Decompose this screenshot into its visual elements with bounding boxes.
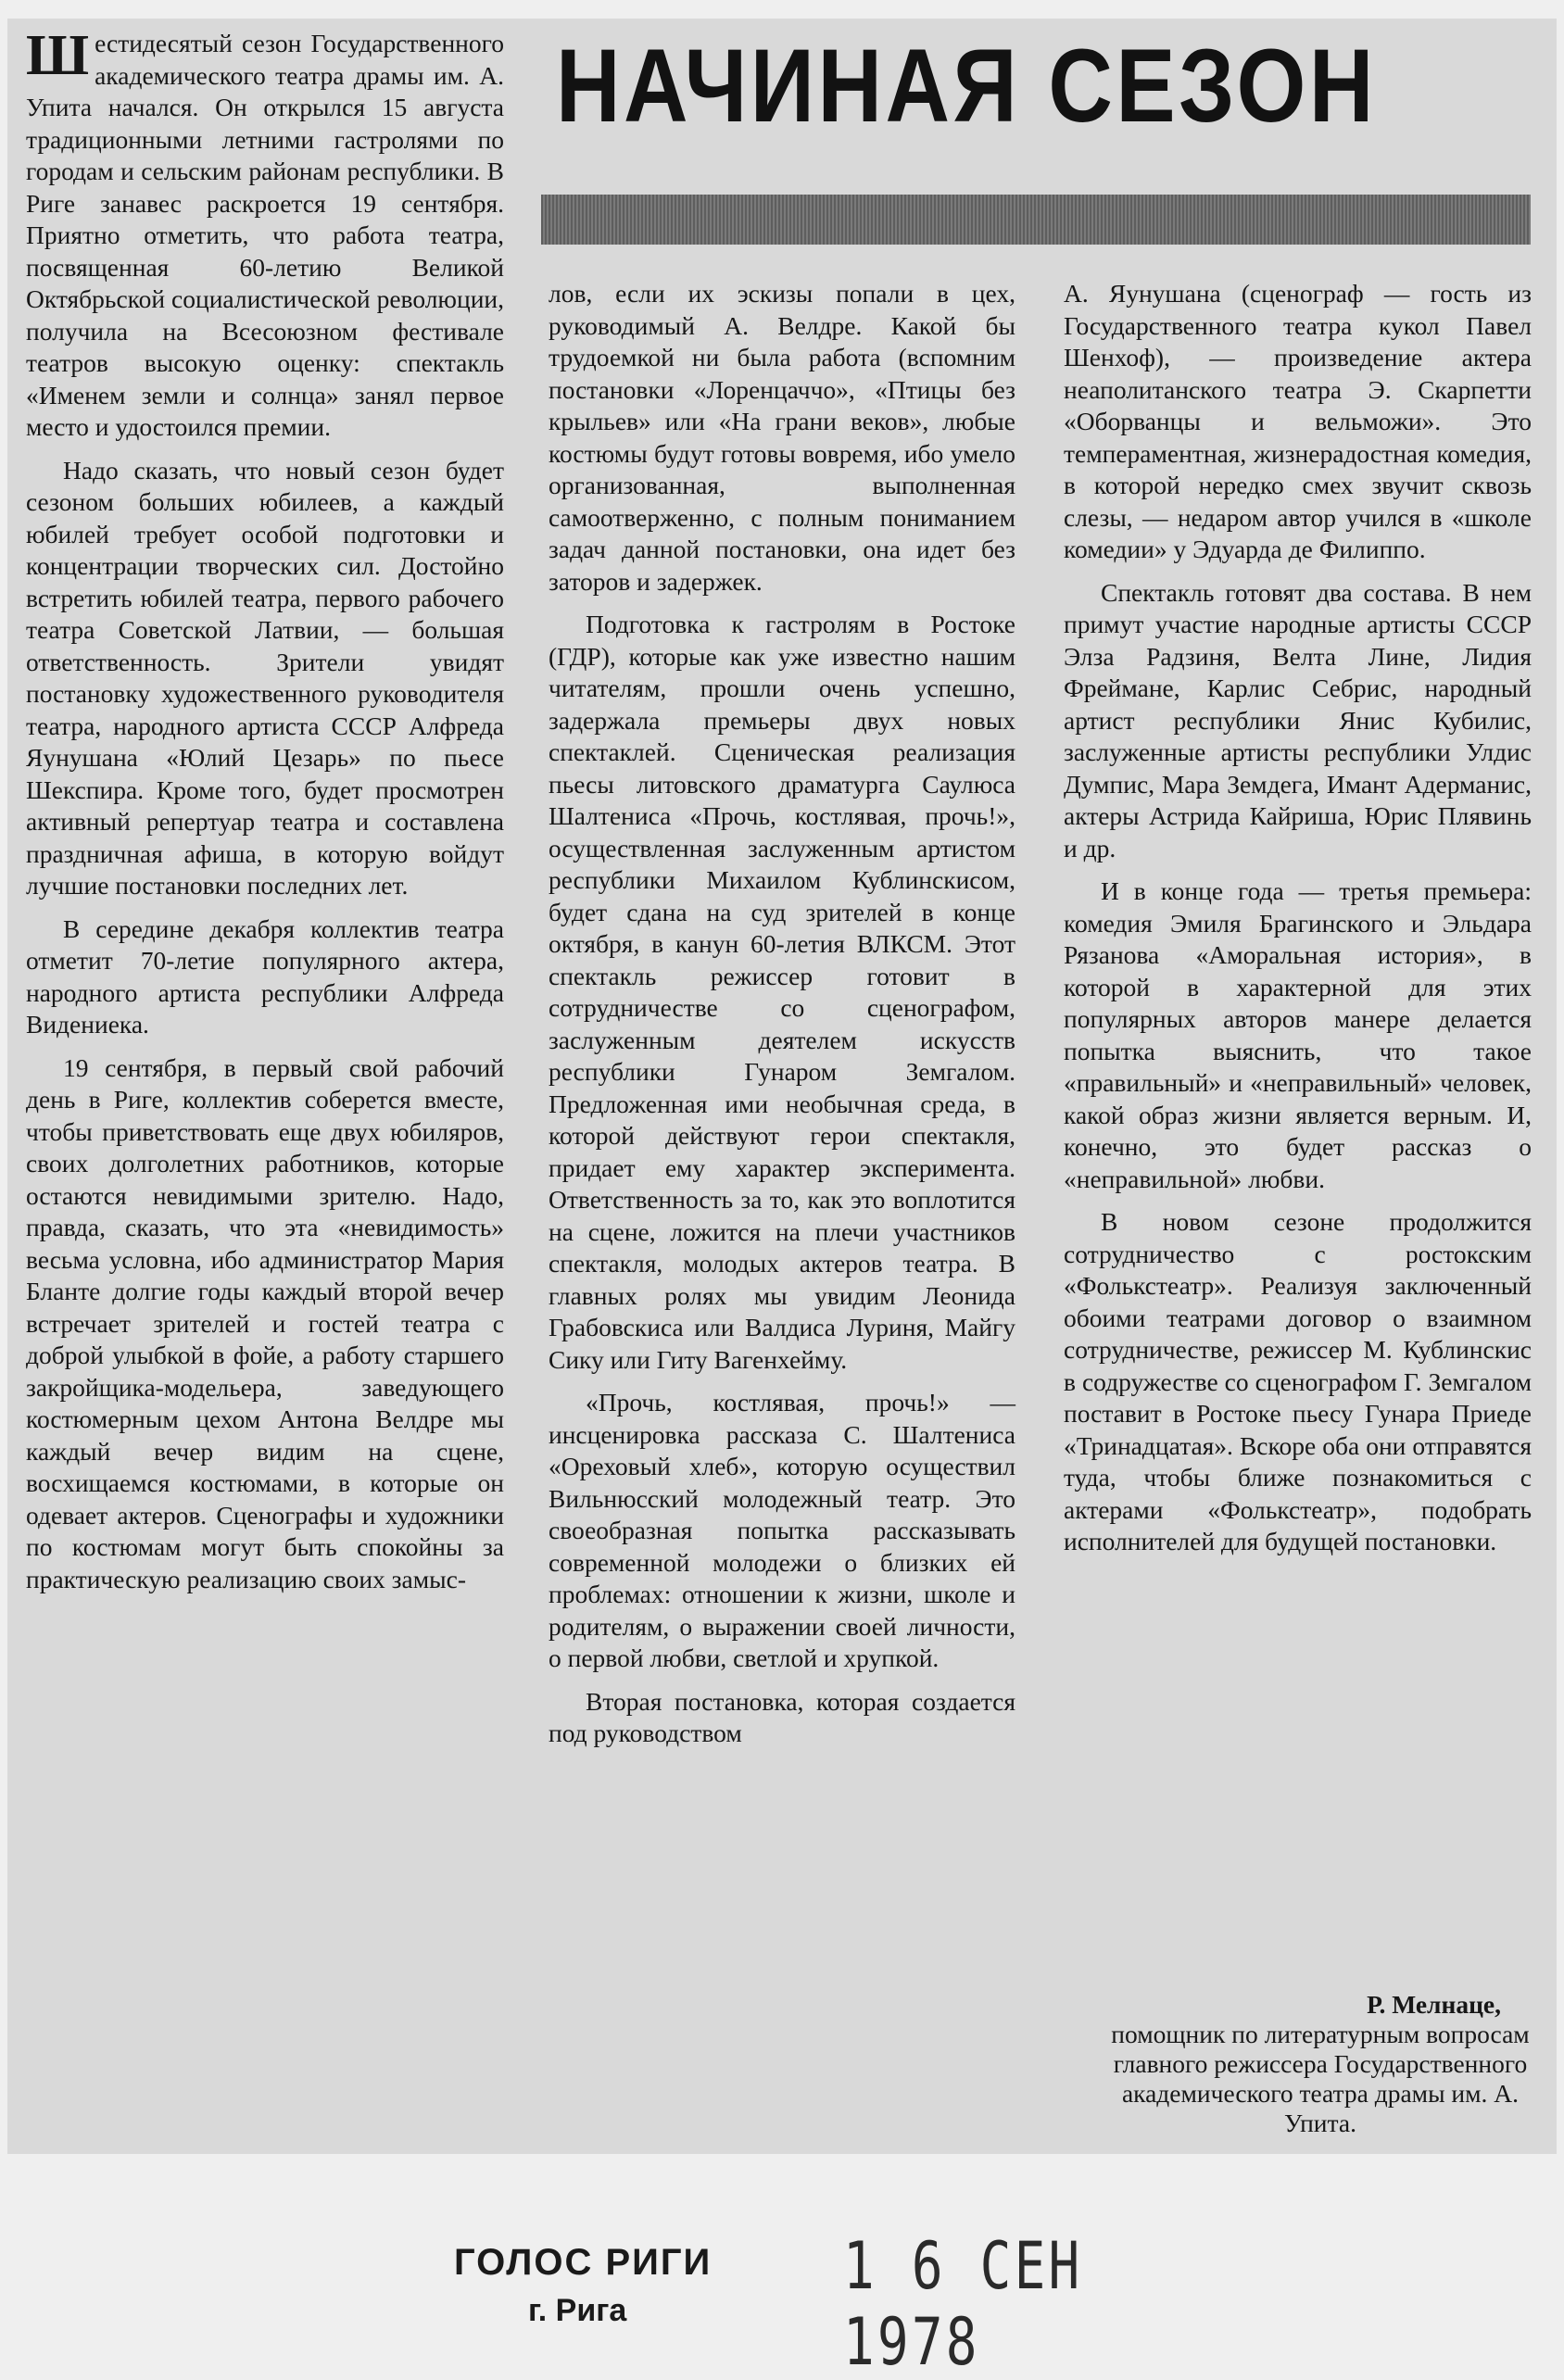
clipping-label [435,2177,1177,2380]
paragraph: лов, если их эскизы попали в цех, руководимый А. Велдре. Какой бы трудоемкой ни была работа (вспомним постановки «Лоренцаччо», «Птицы без крыльев» или «На грани веков», любые костюмы будут готовы вовремя, ибо умело организованная, выполненная самоотверженно, с полным пониманием задач данной постановки, она идет без заторов и задержек. [549,279,1015,596]
headline-rule [541,195,1531,245]
author-signature [1103,1990,1538,2138]
article-column-3 [1064,278,1532,1558]
paragraph: Надо сказать, что новый сезон будет сезоном больших юбилеев, а каждый юбилей требует особой подготовки и концентрации творческих сил. Достойно встретить юбилей театра, первого рабочего театра Советской Латвии, — большая ответственность. Зрители увидят постановку художественного руководителя театра, народного артиста СССР Алфреда Яунушана «Юлий Цезарь» по пьесе Шекспира. Кроме того, будет просмотрен активный репертуар театра и составлена праздничная афиша, в которую войдут лучшие постановки последних лет. [26,455,504,900]
drop-cap: Ш [26,24,90,87]
paragraph: И в конце года — третья премьера: комедия Эмиля Брагинского и Эльдара Рязанова «Аморальная история», в которой в характерной для этих популярных авторов манере делается попытка выяснить, что такое «правильный» и «неправильный» человек, какой образ жизни является верным. И, конечно, это будет рассказ о «неправильной» любви. [1064,876,1532,1193]
author-name: Р. Мелнаце, [1367,1990,1501,2019]
paragraph: 19 сентября, в первый свой рабочий день в Риге, коллектив соберется вместе, чтобы приветствовать еще двух юбиляров, своих долголетних работников, которые остаются невидимыми зрителю. Надо, правда, сказать, что эта «невидимость» весьма условна, ибо администратор Мария Бланте долгие годы каждый второй вечер встречает зрителей и гостей театра с доброй улыбкой в фойе, а работу старшего закройщика-модельера, заведующего костюмерным цехом Антона Велдре мы каждый вечер видим на сцене, восхищаемся костюмами, в которые он одевает актеров. Сценографы и художники по костюмам могут быть спокойны за практическую реализацию своих замыс- [26,1052,504,1593]
paragraph: Спектакль готовят два состава. В нем примут участие народные артисты СССР Элза Радзиня, Велта Лине, Лидия Фреймане, Карлис Себрис, народный артист республики Янис Кубилис, заслуженные артисты республики Улдис Думпис, Мара Земдега, Имант Адерманис, актеры Астрида Кайриша, Юрис Плявинь и др. [1064,577,1532,863]
paragraph: А. Яунушана (сценограф — гость из Государственного театра кукол Павел Шенхоф), — произведение актера неаполитанского театра Э. Скарпетти «Оборванцы и вельможи». Это темпераментная, жизнерадостная комедия, в которой нередко смех звучит сквозь слезы, — недаром автор учился в «школе комедии» у Эдуарда де Филиппо. [1064,279,1532,563]
article-column-2 [549,278,1015,1750]
paragraph [26,24,504,444]
article-headline: НАЧИНАЯ СЕЗОН [556,28,1377,144]
paragraph: «Прочь, костлявая, прочь!» — инсценировка рассказа С. Шалтениса «Ореховый хлеб», которую осуществил Вильнюсский молодежный театр. Это своеобразная попытка рассказывать современной молодежи о близких ей проблемах: отношении к жизни, школе и родителям, о выражении своей личности, о первой любви, светлой и хрупкой. [549,1388,1015,1672]
author-role: помощник по литературным вопросам главного режиссера Государственного академического театра драмы им. А. Упита. [1111,2020,1530,2137]
paragraph: В середине декабря коллектив театра отметит 70-летие популярного актера, народного артиста республики Алфреда Видениека. [26,913,504,1039]
paragraph-text: естидесятый сезон Государственного академического театра драмы им. А. Упита начался. Он открылся 15 августа традиционными летними гастролями по городам и сельским районам республики. В Риге занавес раскроется 19 сентября. Приятно отметить, что работа театра, посвященная 60-летию Великой Октябрьской социалистической революции, получила на Всесоюзном фестивале театров высокую оценку: спектакль «Именем земли и солнца» занял первое место и удостоился премии. [26,29,504,441]
newspaper-name: ГОЛОС РИГИ [454,2242,713,2283]
paragraph: Подготовка к гастролям в Ростоке (ГДР), которые как уже известно нашим читателям, прошли очень успешно, задержала премьеры двух новых спектаклей. Сценическая реализация пьесы литовского драматурга Саулюса Шалтениса «Прочь, костлявая, прочь!», осуществленная заслуженным артистом республики Михаилом Кублинскисом, будет сдана на суд зрителей в конце октября, в канун 60-летия ВЛКСМ. Этот спектакль режиссер готовит в сотрудничестве со сценографом, заслуженным деятелем искусств республики Гунаром Земгалом. Предложенная ими необычная среда, в которой действуют герои спектакля, придает ему характер эксперимента. Ответственность за то, как это воплотится на сцене, ложится на плечи участников спектакля, молодых актеров театра. В главных ролях мы увидим Леонида Грабовскиса или Валдиса Луриня, Майгу Сику или Гиту Вагенхейму. [549,610,1015,1374]
paragraph: В новом сезоне продолжится сотрудничество с ростокским «Фолькстеатр». Реализуя заключенный обоими театрами договор о взаимном сотрудничестве, режиссер М. Кублинскис в содружестве со сценографом Г. Земгалом поставит в Ростоке пьесу Гунара Приеде «Тринадцатая». Вскоре оба они отправятся туда, чтобы ближе познакомиться с актерами «Фолькстеатр», подобрать исполнителей для будущей постановки. [1064,1207,1532,1555]
article-column-1 [26,24,504,1595]
paragraph: Вторая постановка, которая создается под руководством [549,1686,1015,1747]
date-stamp: 1 6 СЕН 1978 [843,2228,1083,2380]
newspaper-city: г. Рига [528,2293,627,2328]
